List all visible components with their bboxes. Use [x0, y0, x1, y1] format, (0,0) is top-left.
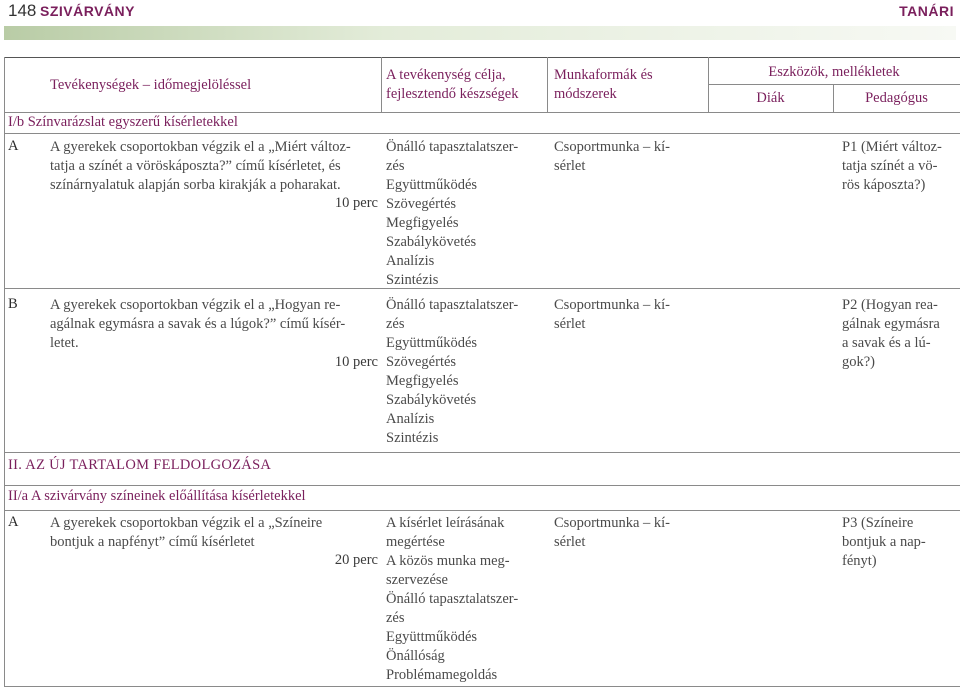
running-header: [0, 0, 960, 24]
section-2-border: [4, 485, 960, 486]
methods-text: [554, 138, 704, 176]
goal-item: Önálló tapasztalatszer-: [386, 297, 519, 313]
header-bottom-border: [4, 112, 960, 113]
goals-list: [386, 296, 546, 448]
teacher-attachment: [842, 138, 960, 195]
col-header-student: Diák: [756, 90, 785, 106]
goal-item: Szabálykövetés: [386, 234, 477, 250]
activity-line: tatja a színét a vöröskáposzta?” című kísérletet, és: [50, 158, 341, 174]
row-1b-b-border: [4, 452, 960, 453]
teacher-attachment: [842, 514, 960, 571]
row-label: A: [8, 138, 19, 154]
row-label: B: [8, 296, 18, 312]
attachment-line: P2 (Hogyan rea-: [842, 297, 938, 313]
teacher-attachment: [842, 296, 960, 372]
goal-item: zés: [386, 316, 405, 332]
goal-item: Megfigyelés: [386, 373, 459, 389]
row-label: A: [8, 514, 19, 530]
goal-item: Szintézis: [386, 272, 439, 288]
activity-line: A gyerekek csoportokban végzik el a „Miért változ-: [50, 139, 351, 155]
activity-duration: 10 perc: [334, 195, 378, 211]
attachment-line: fényt): [842, 553, 877, 569]
goal-item: zés: [386, 158, 405, 174]
goal-item: Önállóság: [386, 648, 445, 664]
activity-line: A gyerekek csoportokban végzik el a „Színeire: [50, 515, 323, 531]
goal-item: Együttműködés: [386, 335, 478, 351]
section-1b-title: I/b Színvarázslat egyszerű kísérletekkel: [8, 114, 238, 130]
activity-duration: 10 perc: [334, 354, 378, 370]
col-header-methods-line2: módszerek: [554, 86, 617, 102]
method-line: sérlet: [554, 534, 586, 550]
goal-item: Együttműködés: [386, 177, 478, 193]
edition-label: TANÁRI: [899, 3, 954, 19]
goal-item: Szintézis: [386, 430, 439, 446]
goal-item: A közös munka meg-: [386, 553, 510, 569]
col-header-goals-line2: fejlesztendő készségek: [386, 86, 519, 102]
goal-item: Szövegértés: [386, 354, 457, 370]
goal-item: Szabálykövetés: [386, 392, 477, 408]
attachment-line: tatja színét a vö-: [842, 158, 938, 174]
goal-item: szervezése: [386, 572, 448, 588]
col-header-goals-line1: A tevékenység célja,: [386, 67, 506, 83]
tools-subheader-border: [708, 84, 960, 85]
chapter-title: SZIVÁRVÁNY: [40, 3, 135, 19]
goal-item: Önálló tapasztalatszer-: [386, 591, 519, 607]
method-line: Csoportmunka – kí-: [554, 515, 670, 531]
col-divider-1: [381, 57, 382, 113]
goal-item: Analízis: [386, 411, 435, 427]
goal-item: Megfigyelés: [386, 215, 459, 231]
col-header-teacher: Pedagógus: [865, 90, 928, 106]
activity-line: agálnak egymásra a savak és a lúgok?” című kísér-: [50, 316, 346, 332]
goal-item: Analízis: [386, 253, 435, 269]
activity-text: [50, 296, 378, 353]
goal-item: zés: [386, 610, 405, 626]
col-header-methods-line1: Munkaformák és: [554, 67, 653, 83]
goals-list: [386, 514, 546, 685]
header-rule: [4, 26, 956, 40]
method-line: sérlet: [554, 316, 586, 332]
goals-list: [386, 138, 546, 290]
col-divider-2: [547, 57, 548, 113]
activity-text: [50, 138, 378, 195]
goal-item: Önálló tapasztalatszer-: [386, 139, 519, 155]
goal-item: megértése: [386, 534, 445, 550]
table-top-border: [4, 57, 960, 58]
table-left-border: [4, 57, 5, 687]
section-2a-title: II/a A szivárvány színeinek előállítása kísérletekkel: [8, 488, 306, 504]
methods-text: [554, 514, 704, 552]
activity-text: [50, 514, 378, 552]
attachment-line: a savak és a lú-: [842, 335, 931, 351]
goal-item: A kísérlet leírásának: [386, 515, 505, 531]
attachment-line: rös káposzta?): [842, 177, 926, 193]
activity-line: A gyerekek csoportokban végzik el a „Hogyan re-: [50, 297, 341, 313]
section-1b-border: [4, 133, 960, 134]
col-header-activities: Tevékenységek – időmegjelöléssel: [50, 77, 252, 93]
table-bottom-border: [4, 686, 960, 687]
goal-item: Együttműködés: [386, 629, 478, 645]
activity-duration: 20 perc: [334, 552, 378, 568]
activity-line: színárnyalatuk alapján sorba kirakják a poharakat.: [50, 177, 341, 193]
attachment-line: gok?): [842, 354, 876, 370]
activity-line: letet.: [50, 335, 79, 351]
goal-item: Szövegértés: [386, 196, 457, 212]
activity-line: bontjuk a napfényt” című kísérletet: [50, 534, 255, 550]
method-line: sérlet: [554, 158, 586, 174]
method-line: Csoportmunka – kí-: [554, 139, 670, 155]
attachment-line: bontjuk a nap-: [842, 534, 926, 550]
page-number: 148: [8, 1, 37, 20]
goal-item: Problémamegoldás: [386, 667, 498, 683]
section-2-title: II. AZ ÚJ TARTALOM FELDOLGOZÁSA: [8, 457, 272, 473]
attachment-line: gálnak egymásra: [842, 316, 940, 332]
attachment-line: P1 (Miért változ-: [842, 139, 942, 155]
col-header-tools: Eszközök, mellékletek: [768, 64, 900, 80]
method-line: Csoportmunka – kí-: [554, 297, 670, 313]
attachment-line: P3 (Színeire: [842, 515, 914, 531]
section-2a-border: [4, 510, 960, 511]
methods-text: [554, 296, 704, 334]
